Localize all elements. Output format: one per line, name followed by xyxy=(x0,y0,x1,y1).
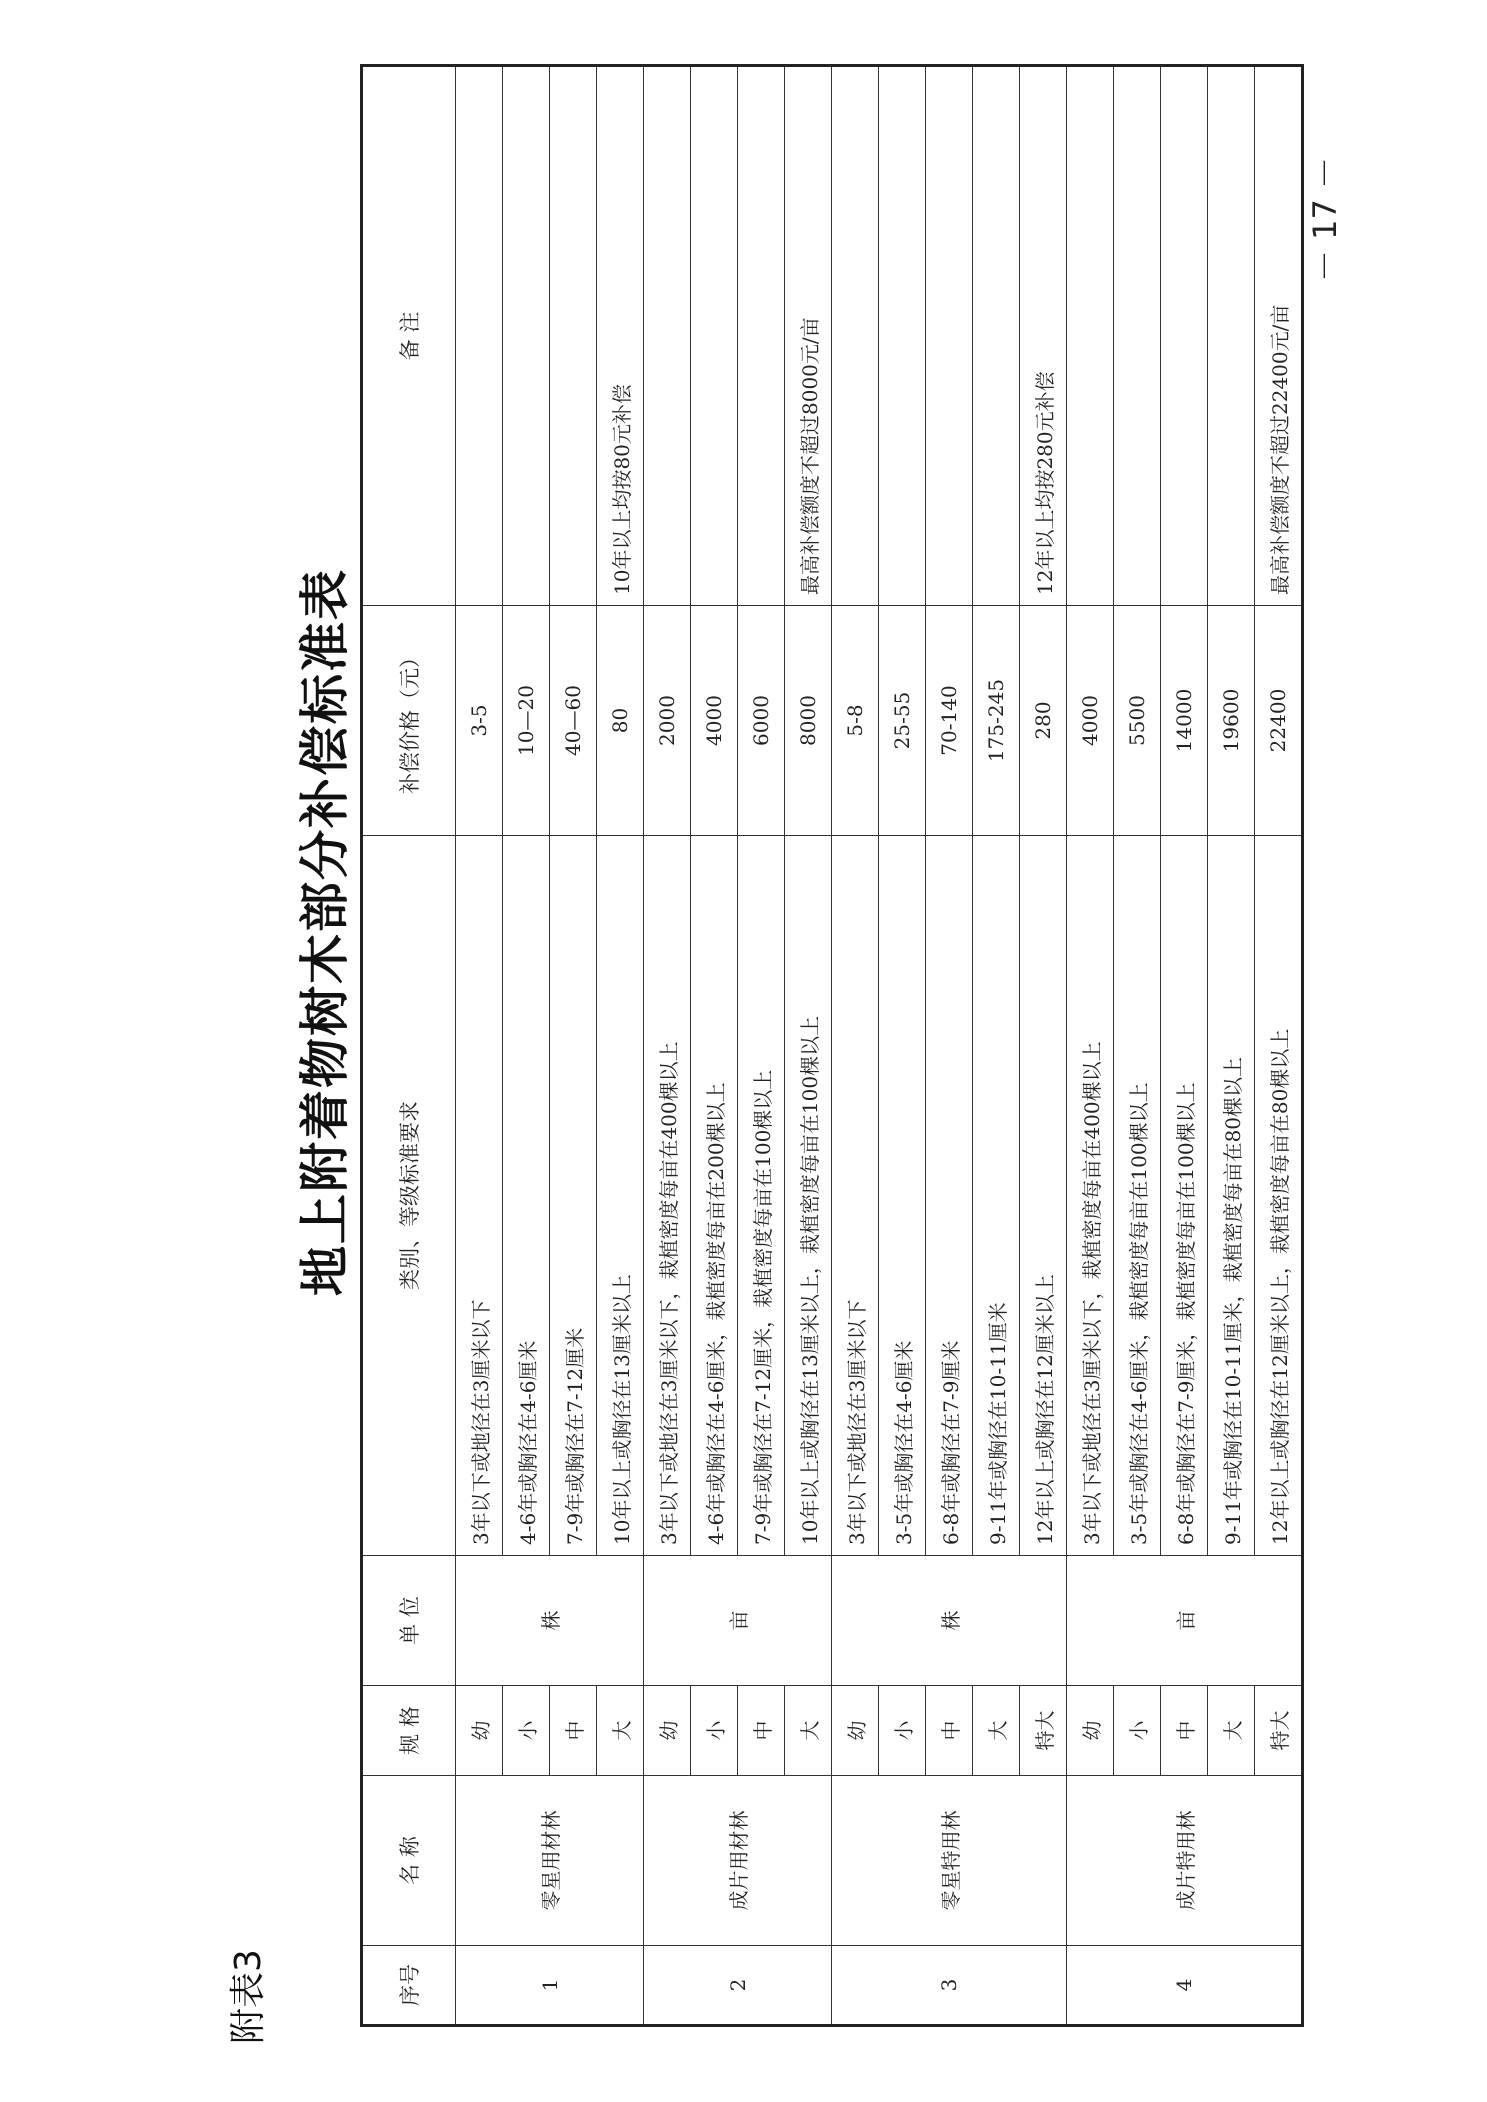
table-row xyxy=(832,66,879,2026)
remark-cell: 10年以上均按80元补偿 xyxy=(597,66,644,606)
spec-cell: 幼 xyxy=(832,1686,879,1776)
price-cell: 19600 xyxy=(1208,606,1255,836)
table-row xyxy=(973,66,1020,2026)
table-row xyxy=(1020,66,1067,2026)
name-cell: 零星用材林 xyxy=(456,1776,644,1946)
criteria-cell: 10年以上或胸径在13厘米以上 xyxy=(597,836,644,1556)
seq-cell: 1 xyxy=(456,1946,644,2026)
remark-cell xyxy=(644,66,691,606)
price-cell: 80 xyxy=(597,606,644,836)
spec-cell: 小 xyxy=(1114,1686,1161,1776)
remark-cell: 最高补偿额度不超过22400元/亩 xyxy=(1255,66,1303,606)
name-cell: 成片特用林 xyxy=(1067,1776,1303,1946)
criteria-cell: 3年以下或地径在3厘米以下，栽植密度每亩在400棵以上 xyxy=(644,836,691,1556)
remark-cell xyxy=(1161,66,1208,606)
spec-cell: 幼 xyxy=(456,1686,503,1776)
table-row xyxy=(1114,66,1161,2026)
remark-cell xyxy=(926,66,973,606)
price-cell: 5500 xyxy=(1114,606,1161,836)
table-row xyxy=(1067,66,1114,2026)
seq-cell: 4 xyxy=(1067,1946,1303,2026)
criteria-cell: 7-9年或胸径在7-12厘米，栽植密度每亩在100棵以上 xyxy=(738,836,785,1556)
table-body xyxy=(456,66,1303,2026)
criteria-cell: 9-11年或胸径在10-11厘米，栽植密度每亩在80棵以上 xyxy=(1208,836,1255,1556)
remark-cell xyxy=(1114,66,1161,606)
price-cell: 40—60 xyxy=(550,606,597,836)
remark-cell: 12年以上均按280元补偿 xyxy=(1020,66,1067,606)
spec-cell: 中 xyxy=(738,1686,785,1776)
spec-cell: 中 xyxy=(1161,1686,1208,1776)
seq-cell: 2 xyxy=(644,1946,832,2026)
name-cell: 零星特用林 xyxy=(832,1776,1067,1946)
table-row xyxy=(926,66,973,2026)
table-row xyxy=(456,66,503,2026)
remark-cell xyxy=(691,66,738,606)
table-row xyxy=(785,66,832,2026)
price-cell: 25-55 xyxy=(879,606,926,836)
price-cell: 175-245 xyxy=(973,606,1020,836)
spec-cell: 小 xyxy=(503,1686,550,1776)
criteria-cell: 3-5年或胸径在4-6厘米 xyxy=(879,836,926,1556)
remark-cell xyxy=(503,66,550,606)
table-row xyxy=(503,66,550,2026)
spec-cell: 大 xyxy=(973,1686,1020,1776)
remark-cell xyxy=(832,66,879,606)
price-cell: 280 xyxy=(1020,606,1067,836)
unit-cell: 株 xyxy=(832,1556,1067,1686)
price-cell: 70-140 xyxy=(926,606,973,836)
criteria-cell: 10年以上或胸径在13厘米以上，栽植密度每亩在100棵以上 xyxy=(785,836,832,1556)
price-cell: 8000 xyxy=(785,606,832,836)
spec-cell: 中 xyxy=(926,1686,973,1776)
table-row xyxy=(550,66,597,2026)
remark-cell xyxy=(550,66,597,606)
header-remark: 备 注 xyxy=(362,66,456,606)
compensation-table xyxy=(360,64,1304,2027)
price-cell: 4000 xyxy=(691,606,738,836)
criteria-cell: 12年以上或胸径在12厘米以上 xyxy=(1020,836,1067,1556)
unit-cell: 亩 xyxy=(644,1556,832,1686)
price-cell: 6000 xyxy=(738,606,785,836)
spec-cell: 大 xyxy=(785,1686,832,1776)
spec-cell: 幼 xyxy=(644,1686,691,1776)
criteria-cell: 3-5年或胸径在4-6厘米，栽植密度每亩在100棵以上 xyxy=(1114,836,1161,1556)
price-cell: 22400 xyxy=(1255,606,1303,836)
header-seq: 序号 xyxy=(362,1946,456,2026)
price-cell: 4000 xyxy=(1067,606,1114,836)
table-row xyxy=(1208,66,1255,2026)
criteria-cell: 6-8年或胸径在7-9厘米，栽植密度每亩在100棵以上 xyxy=(1161,836,1208,1556)
remark-cell xyxy=(879,66,926,606)
remark-cell xyxy=(1067,66,1114,606)
table-header-row xyxy=(362,66,456,2026)
price-cell: 3-5 xyxy=(456,606,503,836)
spec-cell: 中 xyxy=(550,1686,597,1776)
table-row xyxy=(691,66,738,2026)
spec-cell: 幼 xyxy=(1067,1686,1114,1776)
remark-cell xyxy=(973,66,1020,606)
table-row xyxy=(597,66,644,2026)
table-row xyxy=(879,66,926,2026)
header-spec: 规 格 xyxy=(362,1686,456,1776)
header-name: 名 称 xyxy=(362,1776,456,1946)
header-price: 补偿价格（元） xyxy=(362,606,456,836)
header-criteria: 类别、等级标准要求 xyxy=(362,836,456,1556)
header-unit: 单 位 xyxy=(362,1556,456,1686)
seq-cell: 3 xyxy=(832,1946,1067,2026)
spec-cell: 特大 xyxy=(1020,1686,1067,1776)
unit-cell: 亩 xyxy=(1067,1556,1303,1686)
spec-cell: 小 xyxy=(691,1686,738,1776)
table-row xyxy=(1255,66,1303,2026)
price-cell: 14000 xyxy=(1161,606,1208,836)
document-title: 地上附着物树木部分补偿标准表 xyxy=(295,568,354,1296)
name-cell: 成片用材林 xyxy=(644,1776,832,1946)
remark-cell xyxy=(456,66,503,606)
remark-cell: 最高补偿额度不超过8000元/亩 xyxy=(785,66,832,606)
table-row xyxy=(1161,66,1208,2026)
page-number: － 17 － xyxy=(1306,156,1344,282)
figure-label: 附表3 xyxy=(228,1949,269,2044)
remark-cell xyxy=(738,66,785,606)
criteria-cell: 12年以上或胸径在12厘米以上，栽植密度每亩在80棵以上 xyxy=(1255,836,1303,1556)
unit-cell: 株 xyxy=(456,1556,644,1686)
price-cell: 5-8 xyxy=(832,606,879,836)
criteria-cell: 3年以下或地径在3厘米以下，栽植密度每亩在400棵以上 xyxy=(1067,836,1114,1556)
spec-cell: 大 xyxy=(1208,1686,1255,1776)
criteria-cell: 3年以下或地径在3厘米以下 xyxy=(456,836,503,1556)
criteria-cell: 3年以下或地径在3厘米以下 xyxy=(832,836,879,1556)
criteria-cell: 4-6年或胸径在4-6厘米 xyxy=(503,836,550,1556)
spec-cell: 小 xyxy=(879,1686,926,1776)
remark-cell xyxy=(1208,66,1255,606)
price-cell: 2000 xyxy=(644,606,691,836)
criteria-cell: 7-9年或胸径在7-12厘米 xyxy=(550,836,597,1556)
criteria-cell: 9-11年或胸径在10-11厘米 xyxy=(973,836,1020,1556)
price-cell: 10—20 xyxy=(503,606,550,836)
criteria-cell: 6-8年或胸径在7-9厘米 xyxy=(926,836,973,1556)
spec-cell: 特大 xyxy=(1255,1686,1303,1776)
table-row xyxy=(738,66,785,2026)
spec-cell: 大 xyxy=(597,1686,644,1776)
table-row xyxy=(644,66,691,2026)
criteria-cell: 4-6年或胸径在4-6厘米，栽植密度每亩在200棵以上 xyxy=(691,836,738,1556)
